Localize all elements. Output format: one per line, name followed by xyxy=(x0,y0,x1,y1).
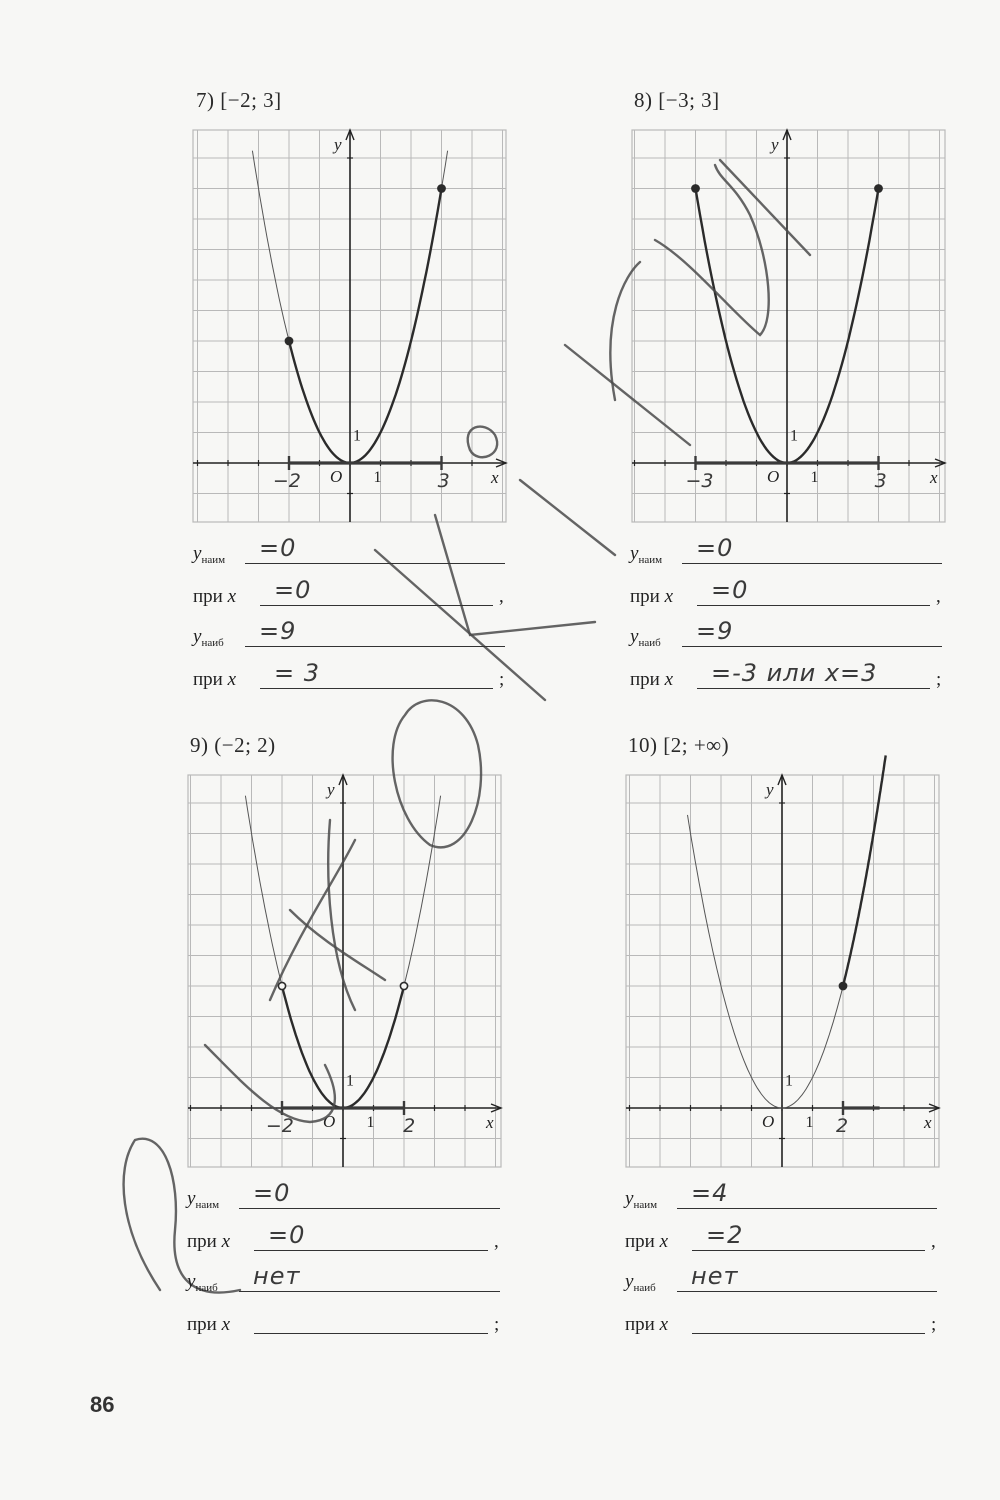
x-axis-label: x xyxy=(930,468,938,487)
handwritten-answer: =2 xyxy=(706,1220,744,1249)
answer-label: $y_{наиб}$ xyxy=(630,626,661,649)
unit-x-label: 1 xyxy=(373,469,382,486)
problem-8-heading: 8) [−3; 3] xyxy=(634,88,720,112)
graph-problem-8 xyxy=(632,130,945,522)
unit-y-label: 1 xyxy=(353,427,361,445)
origin-label: O xyxy=(330,467,343,486)
answer-label: при x xyxy=(193,585,237,607)
handwritten-answer: =0 xyxy=(268,1220,306,1249)
answer-blank-line[interactable] xyxy=(682,563,942,564)
handwritten-answer: =-3 или x=3 xyxy=(711,658,878,687)
handwritten-answer: =0 xyxy=(253,1179,291,1207)
y-axis-label: y xyxy=(327,780,335,799)
answer-row-y-max-value xyxy=(187,1262,520,1296)
answer-label: при x xyxy=(187,1230,231,1252)
endpoint-closed xyxy=(839,982,846,989)
endpoint-closed xyxy=(438,185,445,192)
pencil-stroke xyxy=(290,910,385,980)
unit-y-label: 1 xyxy=(346,1072,354,1090)
line-end-punctuation: , xyxy=(936,585,941,607)
handwritten-tick-label: 3 xyxy=(437,470,450,492)
y-axis-label: y xyxy=(771,135,779,154)
answer-label: $y_{наим}$ xyxy=(193,543,226,566)
answer-blank-line[interactable] xyxy=(677,1291,937,1292)
answer-label: $y_{наиб}$ xyxy=(193,626,224,649)
teacher-pencil-scribble xyxy=(124,160,810,1293)
answer-label: при x xyxy=(630,668,674,690)
answer-label: $y_{наиб}$ xyxy=(187,1271,218,1294)
pencil-stroke xyxy=(393,700,481,847)
answer-row-y-max-value xyxy=(193,617,525,651)
answer-blank-line[interactable] xyxy=(245,563,505,564)
pencil-stroke xyxy=(610,262,640,400)
page-number: 86 xyxy=(90,1392,115,1417)
answer-blank-line[interactable] xyxy=(260,605,493,606)
handwritten-answer: =0 xyxy=(274,575,312,604)
problem-10-heading: 10) [2; +∞) xyxy=(628,733,730,757)
answer-row-x-at-min xyxy=(630,575,962,610)
answer-blank-line[interactable] xyxy=(245,646,505,647)
handwritten-answer: = 3 xyxy=(274,658,321,687)
x-axis-label: x xyxy=(486,1113,494,1132)
endpoint-closed xyxy=(692,185,699,192)
problem-9-heading: 9) (−2; 2) xyxy=(190,733,276,757)
handwritten-answer: =0 xyxy=(259,534,297,562)
answer-row-x-at-max xyxy=(630,658,962,693)
answer-blank-line[interactable] xyxy=(254,1250,488,1251)
pencil-stroke xyxy=(435,515,595,635)
y-axis-label: y xyxy=(334,135,342,154)
handwritten-answer: =0 xyxy=(696,534,734,562)
answer-blank-line[interactable] xyxy=(254,1333,488,1334)
answer-row-y-min-value xyxy=(193,534,525,568)
line-end-punctuation: , xyxy=(499,585,504,607)
handwritten-tick-label: 2 xyxy=(403,1115,416,1137)
answer-blank-line[interactable] xyxy=(260,688,493,689)
answer-label: при x xyxy=(187,1313,231,1335)
unit-x-label: 1 xyxy=(810,469,819,486)
line-end-punctuation: ; xyxy=(499,668,505,690)
handwritten-answer: нет xyxy=(691,1262,739,1290)
answer-label: при x xyxy=(625,1230,669,1252)
answer-blank-line[interactable] xyxy=(697,688,930,689)
answer-blank-line[interactable] xyxy=(692,1250,925,1251)
answer-blank-line[interactable] xyxy=(682,646,942,647)
answer-label: при x xyxy=(625,1313,669,1335)
endpoint-open xyxy=(278,982,285,989)
x-axis-label: x xyxy=(924,1113,932,1132)
handwritten-tick-label: 2 xyxy=(836,1115,849,1137)
answer-row-x-at-min xyxy=(187,1220,520,1255)
unit-y-label: 1 xyxy=(785,1072,793,1090)
endpoint-open xyxy=(400,982,407,989)
handwritten-tick-label: 3 xyxy=(874,470,887,492)
answer-label: при x xyxy=(193,668,237,690)
answer-blank-line[interactable] xyxy=(697,605,930,606)
handwritten-answer: =9 xyxy=(259,617,297,645)
origin-label: O xyxy=(323,1112,336,1131)
answer-row-x-at-max xyxy=(193,658,525,693)
line-end-punctuation: , xyxy=(494,1230,499,1252)
y-axis-label: y xyxy=(766,780,774,799)
graph-problem-10 xyxy=(626,755,939,1167)
unit-x-label: 1 xyxy=(805,1114,814,1131)
handwritten-tick-label: −2 xyxy=(272,470,301,492)
answer-row-x-at-min xyxy=(625,1220,957,1255)
parabola-thin xyxy=(688,815,844,1108)
graph-problem-9 xyxy=(188,775,501,1167)
origin-label: O xyxy=(762,1112,775,1131)
answer-label: $y_{наим}$ xyxy=(187,1188,220,1211)
handwritten-answer: =9 xyxy=(696,617,734,645)
handwritten-answer: =4 xyxy=(691,1179,729,1207)
answer-row-y-min-value xyxy=(630,534,962,568)
answer-row-y-max-value xyxy=(625,1262,957,1296)
answer-blank-line[interactable] xyxy=(239,1291,500,1292)
answer-row-y-max-value xyxy=(630,617,962,651)
handwritten-answer: =0 xyxy=(711,575,749,604)
pencil-stroke xyxy=(720,160,810,255)
line-end-punctuation: ; xyxy=(931,1313,937,1335)
handwritten-tick-label: −2 xyxy=(265,1115,294,1137)
answer-row-y-min-value xyxy=(625,1179,957,1213)
answer-row-x-at-max xyxy=(187,1308,520,1338)
pencil-stroke xyxy=(520,480,615,555)
parabola-interval xyxy=(843,755,886,986)
x-axis-label: x xyxy=(491,468,499,487)
answer-label: $y_{наиб}$ xyxy=(625,1271,656,1294)
answer-blank-line[interactable] xyxy=(692,1333,925,1334)
pencil-stroke xyxy=(565,345,690,445)
unit-y-label: 1 xyxy=(790,427,798,445)
answer-label: при x xyxy=(630,585,674,607)
endpoint-closed xyxy=(285,337,292,344)
origin-label: O xyxy=(767,467,780,486)
endpoint-closed xyxy=(875,185,882,192)
handwritten-answer: нет xyxy=(253,1262,301,1290)
answer-blank-line[interactable] xyxy=(239,1208,500,1209)
answer-row-y-min-value xyxy=(187,1179,520,1213)
line-end-punctuation: ; xyxy=(494,1313,500,1335)
problem-7-heading: 7) [−2; 3] xyxy=(196,88,282,112)
answer-label: $y_{наим}$ xyxy=(625,1188,658,1211)
line-end-punctuation: ; xyxy=(936,668,942,690)
parabola-interval xyxy=(289,189,442,464)
handwritten-tick-label: −3 xyxy=(685,470,714,492)
answer-row-x-at-max xyxy=(625,1308,957,1338)
unit-x-label: 1 xyxy=(366,1114,375,1131)
answer-blank-line[interactable] xyxy=(677,1208,937,1209)
answer-label: $y_{наим}$ xyxy=(630,543,663,566)
line-end-punctuation: , xyxy=(931,1230,936,1252)
graph-problem-7 xyxy=(193,130,506,522)
answer-row-x-at-min xyxy=(193,575,525,610)
